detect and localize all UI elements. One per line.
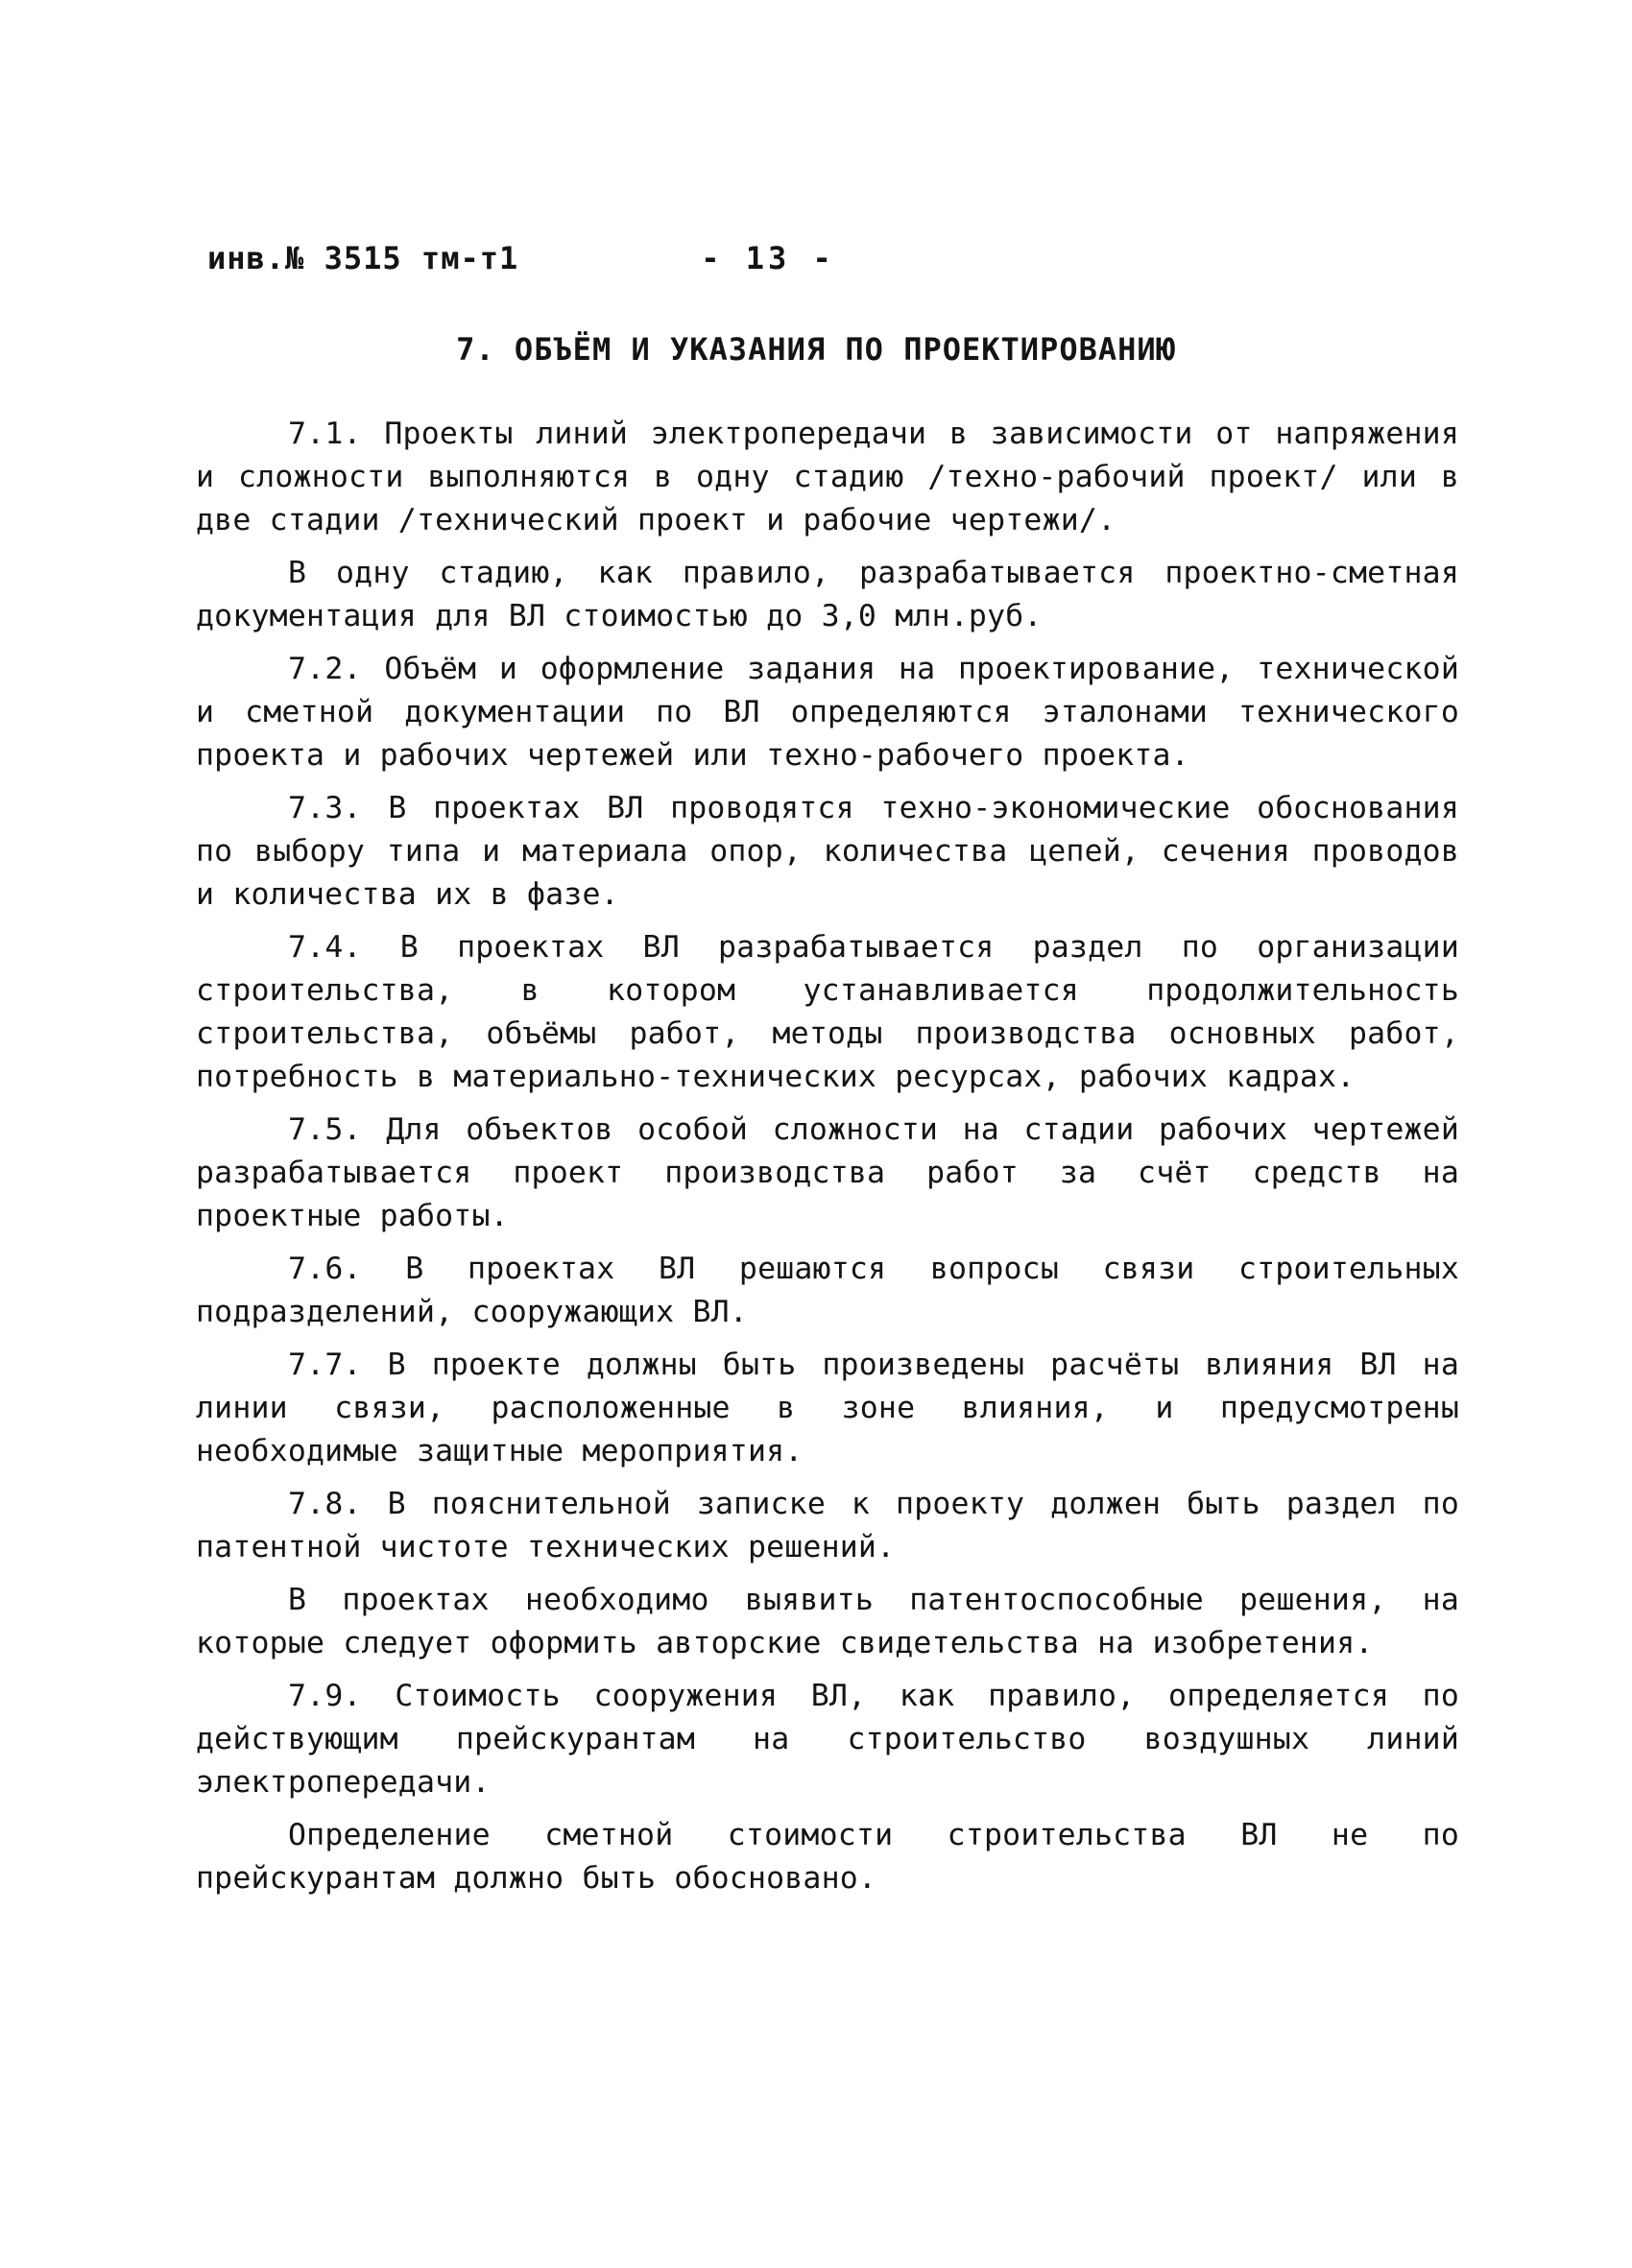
document-body [196, 413, 1459, 1910]
paragraph-7-9-note: Определение сметной стоимости строительства ВЛ не по прейскурантам должно быть обосновано. [196, 1818, 1459, 1896]
paragraph-7-8: 7.8. В пояснительной записке к проекту должен быть раздел по патентной чистоте технических решений. [196, 1487, 1459, 1564]
page-header [0, 240, 1632, 282]
paragraph-7-1-note: В одну стадию, как правило, разрабатывается проектно-сметная документация для ВЛ стоимостью до 3,0 млн.руб. [196, 556, 1459, 633]
paragraph-7-6: 7.6. В проектах ВЛ решаются вопросы связи строительных подразделений, сооружающих ВЛ. [196, 1252, 1459, 1329]
paragraph-7-5: 7.5. Для объектов особой сложности на стадии рабочих чертежей разрабатывается проект производства работ за счёт средств на проектные работы. [196, 1112, 1459, 1233]
paragraph-7-4: 7.4. В проектах ВЛ разрабатывается раздел по организации строительства, в котором устанавливается продолжительность строительства, объёмы работ, методы производства основных работ, потребность в материально-технических ресурсах, рабочих кадрах. [196, 930, 1459, 1094]
page-number: - 13 - [701, 240, 835, 276]
document-code: инв.№ 3515 тм-т1 [207, 240, 519, 276]
section-title: 7. ОБЪЁМ И УКАЗАНИЯ ПО ПРОЕКТИРОВАНИЮ [456, 331, 1176, 368]
paragraph-7-9: 7.9. Стоимость сооружения ВЛ, как правило, определяется по действующим прейскурантам на строительство воздушных линий электропередачи. [196, 1679, 1459, 1800]
paragraph-7-8-note: В проектах необходимо выявить патентоспособные решения, на которые следует оформить авторские свидетельства на изобретения. [196, 1583, 1459, 1660]
paragraph-7-7: 7.7. В проекте должны быть произведены расчёты влияния ВЛ на линии связи, расположенные в зоне влияния, и предусмотрены необходимые защитные мероприятия. [196, 1348, 1459, 1468]
paragraph-7-2: 7.2. Объём и оформление задания на проектирование, технической и сметной документации по ВЛ определяются эталонами технического проекта и рабочих чертежей или техно-рабочего проекта. [196, 652, 1459, 773]
paragraph-7-3: 7.3. В проектах ВЛ проводятся техно-экономические обоснования по выбору типа и материала опор, количества цепей, сечения проводов и количества их в фазе. [196, 791, 1459, 912]
paragraph-7-1: 7.1. Проекты линий электропередачи в зависимости от напряжения и сложности выполняются в одну стадию /техно-рабочий проект/ или в две стадии /технический проект и рабочие чертежи/. [196, 417, 1459, 537]
